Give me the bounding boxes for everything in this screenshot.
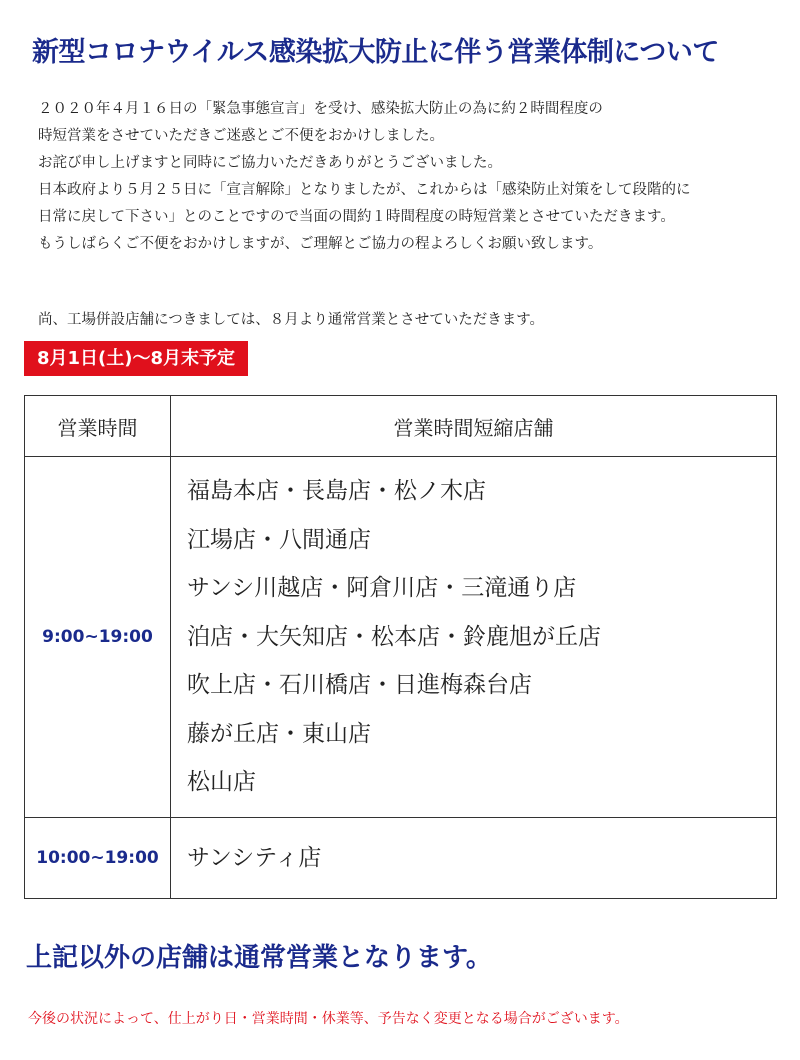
intro-line: 日常に戻して下さい」とのことですので当面の間約１時間程度の時短営業とさせていただきます。: [38, 209, 675, 225]
intro-line: 日本政府より５月２５日に「宣言解除」となりましたが、これからは「感染防止対策をして段階的に: [38, 182, 691, 198]
intro-line: もうしばらくご不便をおかけしますが、ご理解とご協力の程よろしくお願い致します。: [38, 236, 603, 252]
header-business-hours: 営業時間: [25, 396, 171, 457]
store-list-item: 藤が丘店・東山店: [187, 720, 371, 747]
hours-cell: 9:00~19:00: [25, 457, 171, 818]
intro-text: [38, 96, 778, 258]
intro-line: お詫び申し上げますと同時にご協力いただきありがとうございました。: [38, 155, 502, 171]
stores-cell: [171, 457, 777, 818]
store-list-item: サンシ川越店・阿倉川店・三滝通り店: [187, 575, 577, 601]
table-header-row: [25, 396, 777, 457]
intro-line: ２０２０年４月１６日の「緊急事態宣言」を受け、感染拡大防止の為に約２時間程度の: [38, 101, 603, 117]
hours-cell: 10:00~19:00: [25, 817, 171, 899]
normal-operation-notice: 上記以外の店舗は通常営業となります。: [26, 943, 492, 973]
period-badge: 8月1日(土)〜8月末予定: [24, 341, 248, 376]
store-list-item: 江場店・八間通店: [187, 526, 371, 553]
page-title: 新型コロナウイルス感染拡大防止に伴う営業体制について: [32, 37, 719, 68]
store-list-item: 松山店: [187, 769, 256, 795]
store-list-item: 吹上店・石川橋店・日進梅森台店: [187, 672, 532, 698]
table-row: [25, 457, 777, 818]
table-row: [25, 817, 777, 899]
store-list-item: 福島本店・長島店・松ノ木店: [187, 478, 486, 504]
store-list-item: サンシティ店: [187, 844, 322, 871]
header-shortened-stores: 営業時間短縮店舗: [171, 396, 777, 457]
hours-table: [24, 395, 777, 899]
intro-line: 時短営業をさせていただきご迷惑とご不便をおかけしました。: [38, 128, 444, 144]
factory-store-note: 尚、工場併設店舗につきましては、８月より通常営業とさせていただきます。: [38, 312, 545, 328]
store-list-item: 泊店・大矢知店・松本店・鈴鹿旭が丘店: [187, 623, 601, 650]
stores-cell: [171, 817, 777, 899]
change-disclaimer: 今後の状況によって、仕上がり日・営業時間・休業等、予告なく変更となる場合がございます。: [28, 1011, 629, 1027]
